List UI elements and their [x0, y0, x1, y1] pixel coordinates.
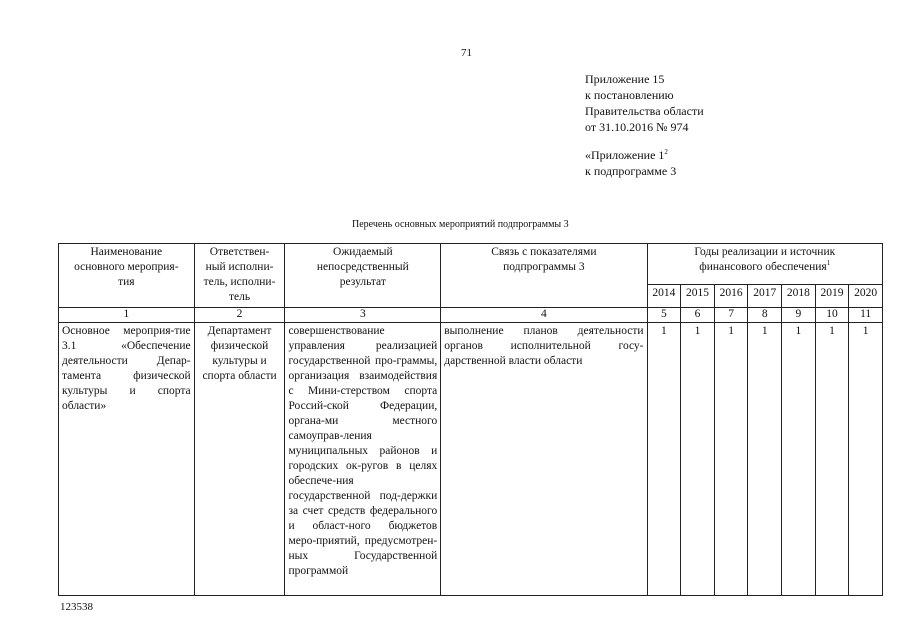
appendix-sub-superscript: 2	[664, 148, 668, 156]
header-years-group	[647, 244, 882, 285]
cell-year-value: 1	[815, 322, 849, 595]
header-responsible: Ответствен- ный исполни- тель, исполни- тель	[194, 244, 285, 308]
column-number: 11	[849, 308, 883, 322]
appendix-header-line: Правительства области	[585, 104, 704, 118]
header-link: Связь с показателями подпрограммы 3	[441, 244, 647, 308]
cell-expected-result: совершенствование управления реализацией государственной про-граммы, организация взаимодействия с Мини-стерством спорта Россий-ской Федерации, органа-ми местного самоуправ-ления муниципальных районов и городских ок-ругов в целях обеспече-ния государственной под-держки за счет средств федерального и област-ного бюджетов меро-приятий, предусмотрен-ных Государственной программой	[285, 322, 441, 595]
column-number: 7	[714, 308, 748, 322]
document-code: 123538	[60, 601, 93, 613]
header-year: 2020	[849, 284, 883, 307]
appendix-sub-text: «Приложение 1	[585, 148, 665, 162]
appendix-header	[585, 71, 704, 135]
cell-year-value: 1	[647, 322, 681, 595]
cell-indicator-link: выполнение планов деятельности органов исполнительной госу-дарственной власти области	[441, 322, 647, 595]
header-name: Наименование основного мероприя- тия	[59, 244, 195, 308]
appendix-sub-line: к подпрограмме 3	[585, 164, 677, 178]
column-number: 5	[647, 308, 681, 322]
column-number: 10	[815, 308, 849, 322]
cell-year-value: 1	[748, 322, 782, 595]
cell-year-value: 1	[714, 322, 748, 595]
header-result: Ожидаемый непосредственный результат	[285, 244, 441, 308]
column-number: 3	[285, 308, 441, 322]
header-year: 2015	[681, 284, 715, 307]
cell-year-value: 1	[681, 322, 715, 595]
appendix-header-line: Приложение 15	[585, 72, 665, 86]
cell-measure-name: Основное мероприя-тие 3.1 «Обеспечение деятельности Депар-тамента физической культуры и спорта области»	[59, 322, 195, 595]
header-year: 2018	[782, 284, 816, 307]
header-years-superscript: 1	[826, 259, 831, 268]
cell-year-value: 1	[782, 322, 816, 595]
page-number: 71	[461, 47, 472, 59]
column-number: 6	[681, 308, 715, 322]
header-year: 2019	[815, 284, 849, 307]
header-year: 2016	[714, 284, 748, 307]
column-number-row	[59, 308, 883, 322]
appendix-subheader	[585, 147, 676, 179]
cell-year-value: 1	[849, 322, 883, 595]
measures-table	[58, 243, 883, 596]
column-number: 8	[748, 308, 782, 322]
column-number: 1	[59, 308, 195, 322]
cell-responsible: Департамент физической культуры и спорта области	[194, 322, 285, 595]
appendix-sub-line	[585, 147, 676, 163]
table-title: Перечень основных мероприятий подпрограммы 3	[352, 219, 569, 230]
table-row	[59, 322, 883, 595]
appendix-header-line: от 31.10.2016 № 974	[585, 120, 689, 134]
column-number: 2	[194, 308, 285, 322]
appendix-header-line: к постановлению	[585, 88, 674, 102]
column-number: 9	[782, 308, 816, 322]
header-year: 2017	[748, 284, 782, 307]
header-year: 2014	[647, 284, 681, 307]
table-header-row	[59, 244, 883, 285]
header-years-group-text: Годы реализации и источник финансового обеспечения	[694, 246, 836, 273]
column-number: 4	[441, 308, 647, 322]
